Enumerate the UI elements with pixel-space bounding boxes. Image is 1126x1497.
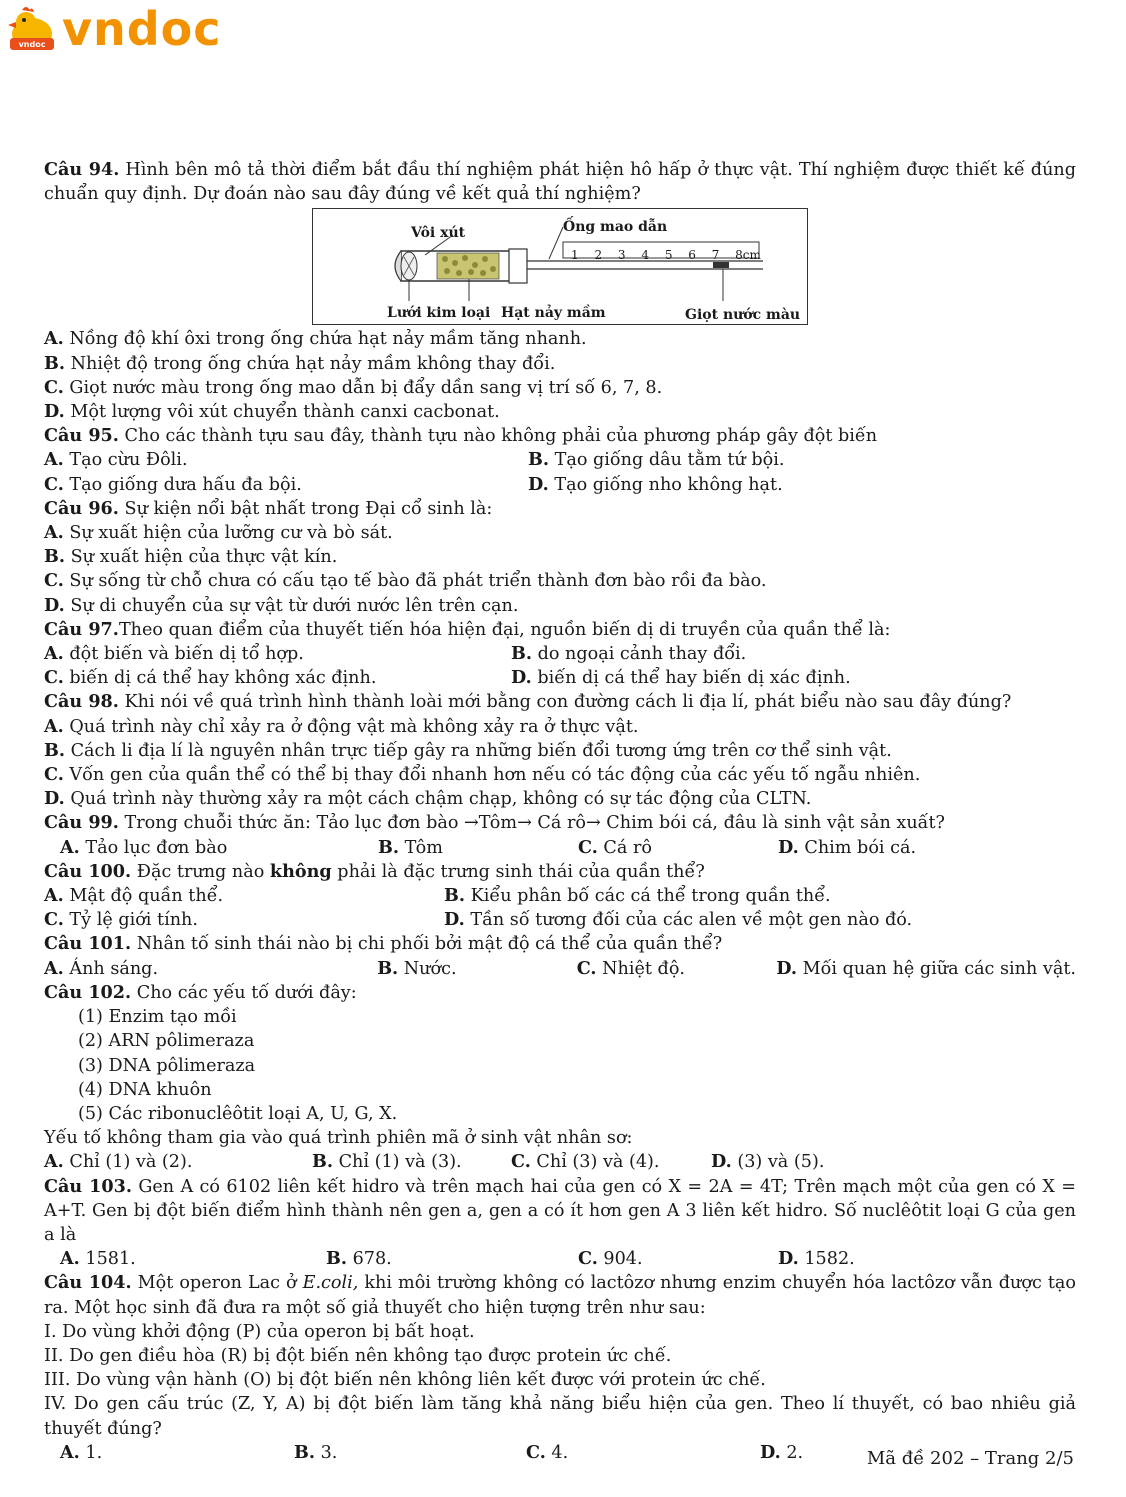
label-luoi-kim-loai: Lưới kim loại bbox=[387, 305, 491, 322]
q102-option-a[interactable]: A. Chỉ (1) và (2). bbox=[44, 1151, 193, 1173]
logo-badge-text: vndoc bbox=[18, 40, 46, 49]
q95-option-d[interactable]: D. Tạo giống nho không hạt. bbox=[528, 473, 783, 495]
q96-option-c[interactable]: C. Sự sống từ chỗ chưa có cấu tạo tế bào đã phát triển thành đơn bào rồi đa bào. bbox=[44, 570, 767, 592]
question-102: Câu 102. Cho các yếu tố dưới đây: bbox=[44, 981, 357, 1003]
scale-tick: 3 bbox=[617, 248, 626, 263]
q95-option-c[interactable]: C. Tạo giống dưa hấu đa bội. bbox=[44, 473, 302, 495]
q102-option-d[interactable]: D. (3) và (5). bbox=[711, 1151, 825, 1173]
q96-option-b[interactable]: B. Sự xuất hiện của thực vật kín. bbox=[44, 546, 338, 568]
q97-option-b[interactable]: B. do ngoại cảnh thay đổi. bbox=[511, 643, 747, 665]
q98-option-a[interactable]: A. Quá trình này chỉ xảy ra ở động vật mà không xảy ra ở thực vật. bbox=[44, 715, 639, 737]
q98-option-d[interactable]: D. Quá trình này thường xảy ra một cách chậm chạp, không có sự tác động của CLTN. bbox=[44, 788, 812, 810]
vndoc-logo[interactable] bbox=[4, 2, 244, 58]
q102-item: (1) Enzim tạo mồi bbox=[78, 1007, 237, 1028]
q104-option-c[interactable]: C. 4. bbox=[526, 1441, 569, 1463]
q104-item: III. Do vùng vận hành (O) bị đột biến nên không liên kết được với protein ức chế. bbox=[44, 1370, 766, 1391]
q99-option-c[interactable]: C. Cá rô bbox=[578, 836, 652, 858]
q95-option-b[interactable]: B. Tạo giống dâu tằm tứ bội. bbox=[528, 449, 785, 471]
label-voi-xut: Vôi xút bbox=[411, 225, 466, 242]
q102-item: (4) DNA khuôn bbox=[78, 1079, 212, 1100]
q97-option-c[interactable]: C. biến dị cá thể hay không xác định. bbox=[44, 667, 377, 689]
q101-option-a[interactable]: A. Ánh sáng. bbox=[44, 957, 159, 979]
q104-option-d[interactable]: D. 2. bbox=[760, 1441, 804, 1463]
q100-option-a[interactable]: A. Mật độ quần thể. bbox=[44, 885, 224, 907]
question-97: Câu 97.Theo quan điểm của thuyết tiến hóa hiện đại, nguồn biến dị di truyền của quần thể là: bbox=[44, 618, 891, 640]
scale-tick: 5 bbox=[664, 248, 673, 263]
q94-label: Câu 94. bbox=[44, 159, 120, 180]
scale-tick: 2 bbox=[594, 248, 603, 263]
q101-option-b[interactable]: B. Nước. bbox=[377, 957, 457, 979]
question-96: Câu 96. Sự kiện nổi bật nhất trong Đại cổ sinh là: bbox=[44, 497, 493, 519]
q94-figure bbox=[312, 208, 808, 325]
scale-tick: 1 bbox=[571, 248, 579, 263]
q94-option-c[interactable]: C. Giọt nước màu trong ống mao dẫn bị đẩy dần sang vị trí số 6, 7, 8. bbox=[44, 376, 663, 398]
q97-option-d[interactable]: D. biến dị cá thể hay biến dị xác định. bbox=[511, 667, 851, 689]
scale-tick: 7 bbox=[711, 248, 720, 263]
question-99: Câu 99. Trong chuỗi thức ăn: Tảo lục đơn bào →Tôm→ Cá rô→ Chim bói cá, đâu là sinh vật sản xuất? bbox=[44, 812, 945, 834]
question-100: Câu 100. Đặc trưng nào không phải là đặc trưng sinh thái của quần thể? bbox=[44, 860, 705, 882]
chicken-mascot-icon bbox=[4, 4, 60, 56]
q104-option-a[interactable]: A. 1. bbox=[60, 1441, 103, 1463]
q99-option-b[interactable]: B. Tôm bbox=[378, 836, 443, 858]
q99-option-d[interactable]: D. Chim bói cá. bbox=[778, 836, 917, 858]
q97-option-a[interactable]: A. đột biến và biến dị tổ hợp. bbox=[44, 643, 304, 665]
q100-option-c[interactable]: C. Tỷ lệ giới tính. bbox=[44, 909, 198, 931]
q104-item: IV. Do gen cấu trúc (Z, Y, A) bị đột biến làm tăng khả năng biểu hiện của gen. Theo lí thuyết, có bao nhiêu giả thuyết đúng? bbox=[44, 1394, 1076, 1439]
q99-option-a[interactable]: A. Tảo lục đơn bào bbox=[60, 836, 228, 858]
q100-option-d[interactable]: D. Tần số tương đối của các alen về một gen nào đó. bbox=[444, 909, 913, 931]
q96-option-a[interactable]: A. Sự xuất hiện của lưỡng cư và bò sát. bbox=[44, 522, 393, 544]
q102-question: Yếu tố không tham gia vào quá trình phiên mã ở sinh vật nhân sơ: bbox=[44, 1128, 633, 1149]
question-94 bbox=[44, 158, 1076, 206]
q104-option-b[interactable]: B. 3. bbox=[294, 1441, 338, 1463]
q102-item: (3) DNA pôlimeraza bbox=[78, 1055, 256, 1076]
page-footer: Mã đề 202 – Trang 2/5 bbox=[866, 1448, 1074, 1469]
scale-tick: 4 bbox=[641, 248, 649, 263]
q94-text: Hình bên mô tả thời điểm bắt đầu thí nghiệm phát hiện hô hấp ở thực vật. Thí nghiệm được thiết kế đúng chuẩn quy định. Dự đoán nào sau đây đúng về kết quả thí nghiệm? bbox=[44, 160, 1076, 205]
q102-item: (5) Các ribonuclêôtit loại A, U, G, X. bbox=[78, 1103, 398, 1124]
q94-option-a[interactable]: A. Nồng độ khí ôxi trong ống chứa hạt nảy mầm tăng nhanh. bbox=[44, 328, 587, 350]
capillary-scale bbox=[571, 243, 761, 267]
scale-tick: 6 bbox=[688, 248, 696, 263]
q104-item: II. Do gen điều hòa (R) bị đột biến nên không tạo được protein ức chế. bbox=[44, 1345, 672, 1366]
q103-option-c[interactable]: C. 904. bbox=[578, 1248, 643, 1270]
q103-option-a[interactable]: A. 1581. bbox=[60, 1248, 136, 1270]
q102-item: (2) ARN pôlimeraza bbox=[78, 1031, 255, 1052]
question-98: Câu 98. Khi nói về quá trình hình thành loài mới bằng con đường cách li địa lí, phát biểu nào sau đây đúng? bbox=[44, 691, 1012, 713]
q94-option-d[interactable]: D. Một lượng vôi xút chuyển thành canxi cacbonat. bbox=[44, 401, 500, 423]
q103-option-b[interactable]: B. 678. bbox=[326, 1248, 392, 1270]
q101-option-d[interactable]: D. Mối quan hệ giữa các sinh vật. bbox=[776, 957, 1077, 979]
scale-tick: 8cm bbox=[735, 248, 761, 263]
q98-option-b[interactable]: B. Cách li địa lí là nguyên nhân trực tiếp gây ra những biến đổi tương ứng trên cơ thể sinh vật. bbox=[44, 739, 892, 761]
question-101: Câu 101. Nhân tố sinh thái nào bị chi phối bởi mật độ cá thể của quần thể? bbox=[44, 933, 723, 955]
q95-option-a[interactable]: A. Tạo cừu Đôli. bbox=[44, 449, 188, 471]
q94-option-b[interactable]: B. Nhiệt độ trong ống chứa hạt nảy mầm không thay đổi. bbox=[44, 352, 556, 374]
question-104: Câu 104. Một operon Lac ở E.coli, khi môi trường không có lactôzơ nhưng enzim chuyển hóa lactôzơ vẫn được tạo ra. Một học sinh đã đưa ra một số giả thuyết cho hiện tượng trên như sau: bbox=[44, 1272, 1076, 1318]
q100-option-b[interactable]: B. Kiểu phân bố các cá thể trong quần thể. bbox=[444, 885, 831, 907]
label-hat-nay-mam: Hạt nảy mầm bbox=[501, 305, 606, 322]
q104-item: I. Do vùng khởi động (P) của operon bị bất hoạt. bbox=[44, 1321, 475, 1342]
q103-option-d[interactable]: D. 1582. bbox=[778, 1248, 855, 1270]
exam-content bbox=[44, 158, 1076, 1465]
q102-option-b[interactable]: B. Chỉ (1) và (3). bbox=[312, 1151, 462, 1173]
q96-option-d[interactable]: D. Sự di chuyển của sự vật từ dưới nước lên trên cạn. bbox=[44, 594, 519, 616]
label-giot-nuoc-mau: Giọt nước màu bbox=[685, 307, 801, 324]
q102-option-c[interactable]: C. Chỉ (3) và (4). bbox=[511, 1151, 660, 1173]
label-ong-mao-dan: Ống mao dẫn bbox=[563, 219, 668, 236]
logo-wordmark: vndoc bbox=[62, 2, 222, 56]
q98-option-c[interactable]: C. Vốn gen của quần thể có thể bị thay đổi nhanh hơn nếu có tác động của các yếu tố ngẫu nhiên. bbox=[44, 764, 921, 786]
question-103: Câu 103. Gen A có 6102 liên kết hidro và trên mạch hai của gen có X = 2A = 4T; Trên mạch một của gen có X = A+T. Gen bị đột biến điểm hình thành nên gen a, gen a có ít hơn gen A 3 liên kết hidro. Số nuclêôtit loại G của gen a là bbox=[44, 1175, 1077, 1245]
question-95: Câu 95. Cho các thành tựu sau đây, thành tựu nào không phải của phương pháp gây đột biến bbox=[44, 425, 878, 447]
q101-option-c[interactable]: C. Nhiệt độ. bbox=[576, 957, 685, 979]
